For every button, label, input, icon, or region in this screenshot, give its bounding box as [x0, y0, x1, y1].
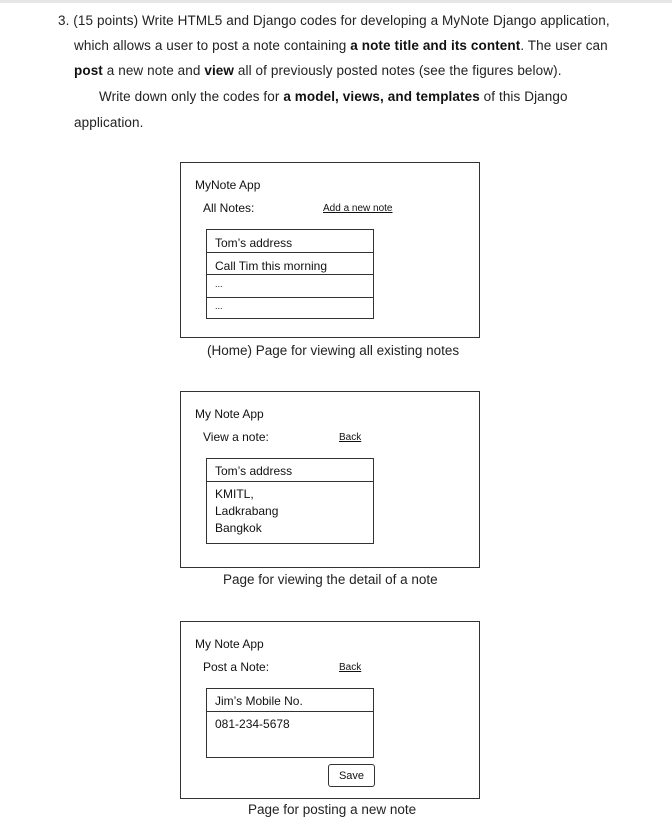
- note-list-item[interactable]: ...: [215, 279, 223, 289]
- question-text: all of previously posted notes (see the figures below).: [234, 63, 562, 78]
- question-text: Write down only the codes for: [99, 89, 284, 104]
- question-bold-text: view: [204, 63, 235, 78]
- home-page-mockup: [180, 162, 480, 338]
- question-text: . The user can: [520, 38, 608, 53]
- back-link[interactable]: Back: [339, 662, 362, 673]
- post-caption: Page for posting a new note: [248, 802, 417, 817]
- view-page-mockup: [180, 391, 480, 568]
- question-line-2: [74, 37, 608, 55]
- note-list-item[interactable]: Tom’s address: [215, 236, 293, 250]
- question-text: of this Django: [479, 89, 568, 104]
- back-link[interactable]: Back: [339, 432, 362, 443]
- question-bold-text: a model, views, and templates: [283, 89, 480, 104]
- app-title: My Note App: [195, 407, 264, 421]
- question-text: which allows a user to post a note containing: [74, 38, 351, 53]
- note-content-textarea[interactable]: 081-234-5678: [215, 717, 290, 731]
- question-bold-text: post: [74, 63, 103, 78]
- add-new-note-link[interactable]: Add a new note: [323, 203, 393, 214]
- note-list-item[interactable]: ...: [215, 301, 223, 311]
- app-title: My Note App: [195, 637, 264, 651]
- note-content: KMITL, Ladkrabang Bangkok: [215, 487, 279, 535]
- question-line-4: [99, 88, 568, 106]
- question-line-5: application.: [74, 115, 144, 130]
- note-title: Tom’s address: [215, 464, 293, 478]
- notes-list: [206, 229, 374, 319]
- divider: [207, 297, 373, 298]
- page-top-border: [0, 0, 672, 3]
- note-form: [206, 688, 374, 758]
- home-caption: (Home) Page for viewing all existing notes: [207, 343, 460, 358]
- app-title: MyNote App: [195, 178, 261, 192]
- question-line-3: [74, 62, 562, 80]
- question-line-1: 3. (15 points) Write HTML5 and Django codes for developing a MyNote Django application,: [58, 13, 610, 28]
- note-detail: [206, 458, 374, 544]
- divider: [207, 252, 373, 253]
- divider: [207, 274, 373, 275]
- post-note-label: Post a Note:: [203, 660, 270, 674]
- save-button[interactable]: Save: [328, 764, 375, 787]
- view-note-label: View a note:: [203, 430, 269, 444]
- note-title-input[interactable]: Jim’s Mobile No.: [215, 694, 303, 708]
- question-bold-text: a note title and its content: [350, 38, 521, 53]
- note-list-item[interactable]: Call Tim this morning: [215, 259, 328, 273]
- view-caption: Page for viewing the detail of a note: [223, 572, 438, 587]
- all-notes-label: All Notes:: [203, 201, 255, 215]
- question-text: a new note and: [102, 63, 205, 78]
- divider: [207, 481, 373, 482]
- post-page-mockup: [180, 621, 480, 799]
- divider: [207, 711, 373, 712]
